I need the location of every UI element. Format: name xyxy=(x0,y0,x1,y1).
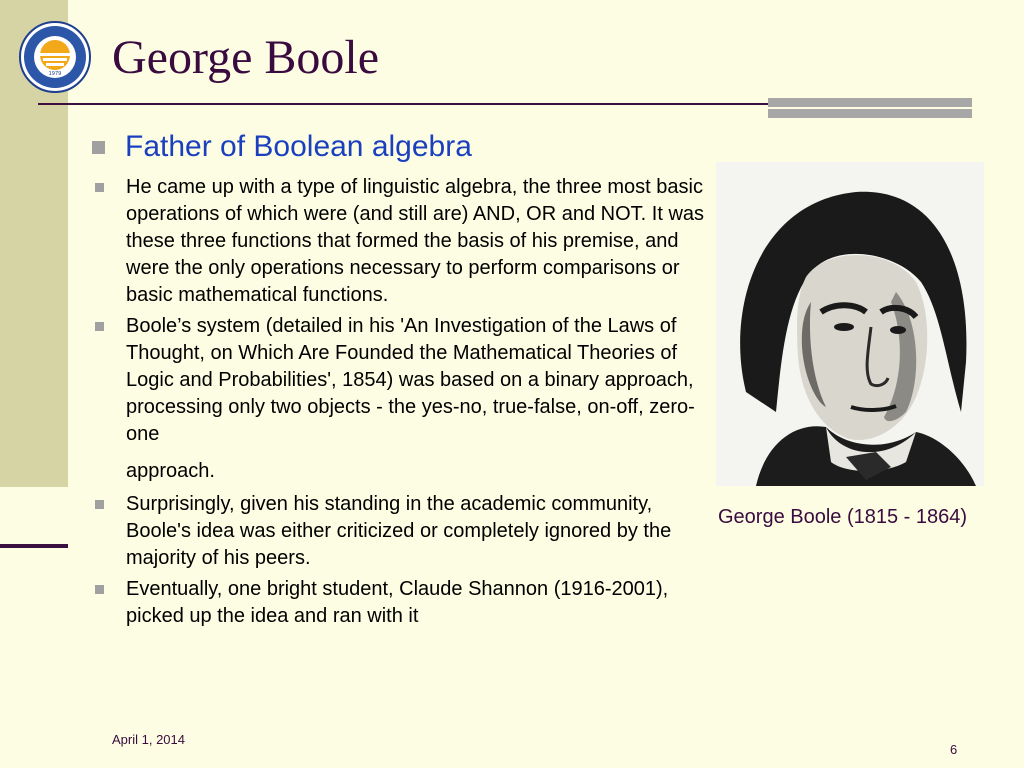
list-item xyxy=(92,491,712,572)
list-item xyxy=(92,576,712,630)
list-item xyxy=(92,313,712,485)
bullet-square-icon xyxy=(95,322,104,331)
bullet-list xyxy=(92,174,712,634)
footer-date: April 1, 2014 xyxy=(112,732,185,747)
left-accent-line xyxy=(0,544,68,548)
list-item xyxy=(92,174,712,309)
bullet-square-icon xyxy=(95,183,104,192)
svg-text:1979: 1979 xyxy=(48,71,62,77)
university-logo xyxy=(18,20,92,94)
slide-title: George Boole xyxy=(112,31,380,84)
bullet-text: Boole’s system (detailed in his 'An Investigation of the Laws of Thought, on Which Are Founded the Mathematical Theories of Logic and Probabilities', 1854) was based on a binary approach, processing only two objects - the yes-no, true-false, on-off, zero-one xyxy=(126,315,695,445)
heading-row xyxy=(92,128,472,166)
bullet-square-icon xyxy=(95,500,104,509)
bullet-text: Surprisingly, given his standing in the academic community, Boole's idea was either criticized or completely ignored by the majority of his peers. xyxy=(126,493,672,569)
image-caption: George Boole (1815 - 1864) xyxy=(718,506,968,528)
bullet-square-icon xyxy=(92,141,105,154)
portrait-image xyxy=(716,162,984,486)
title-decor-blocks xyxy=(768,98,972,118)
slide-heading: Father of Boolean algebra xyxy=(125,130,472,163)
bullet-text-continued: approach. xyxy=(126,460,215,482)
bullet-text: He came up with a type of linguistic algebra, the three most basic operations of which were (and still are) AND, OR and NOT. It was these three functions that formed the basis of his premise, and were the only operations necessary to perform comparisons or basic mathematical functions. xyxy=(126,176,705,306)
page-number: 6 xyxy=(950,742,958,757)
bullet-text: Eventually, one bright student, Claude Shannon (1916-2001), picked up the idea and ran with it xyxy=(126,578,669,627)
bullet-square-icon xyxy=(95,585,104,594)
